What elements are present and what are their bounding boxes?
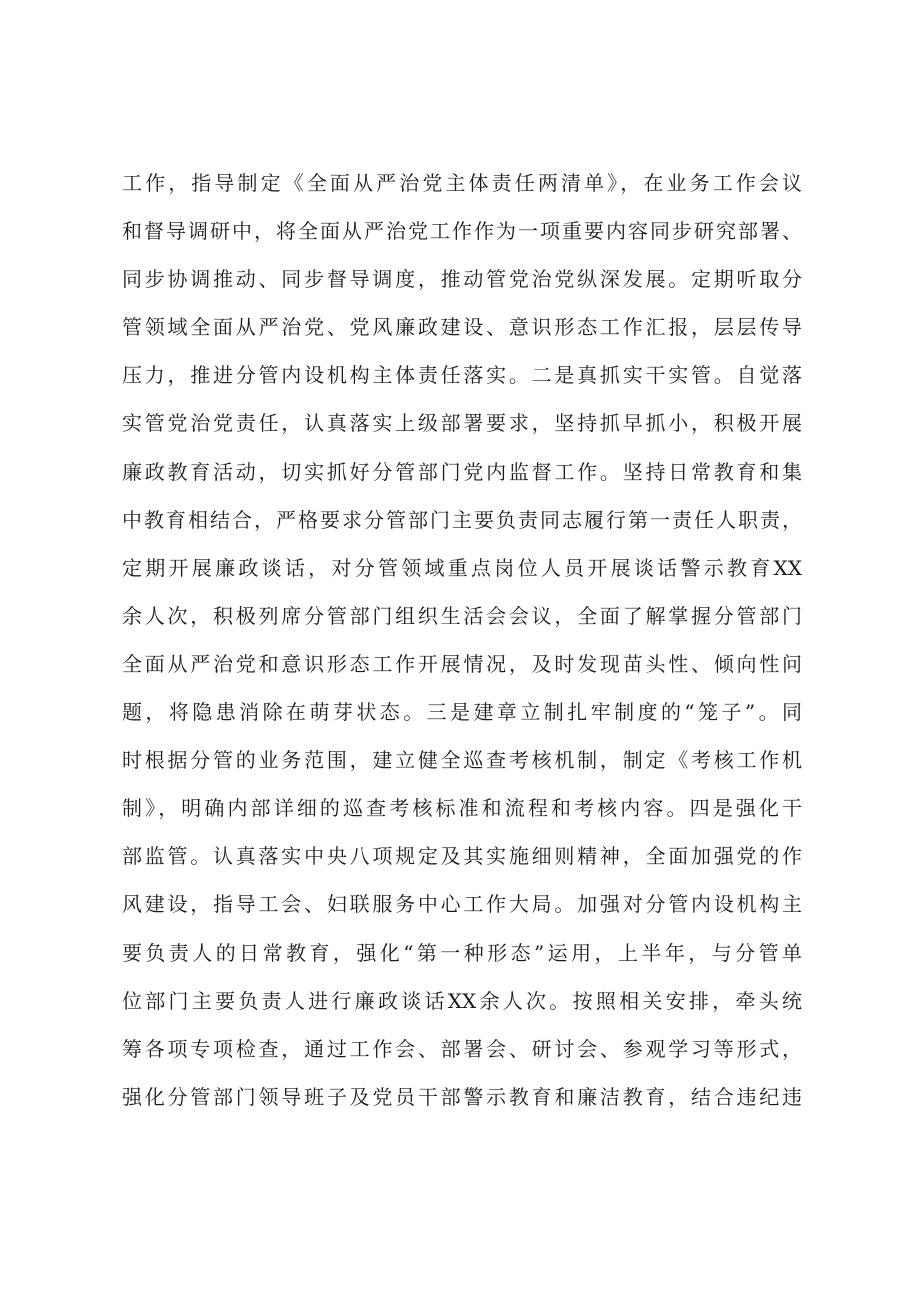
text-line: 廉政教育活动，切实抓好分管部门党内监督工作。坚持日常教育和集 <box>122 459 802 484</box>
text-line: 实管党治党责任，认真落实上级部署要求，坚持抓早抓小，积极开展 <box>122 411 802 436</box>
text-line: 风建设，指导工会、妇联服务中心工作大局。加强对分管内设机构主 <box>122 892 802 917</box>
text-line: 工作，指导制定《全面从严治党主体责任两清单》，在业务工作会议 <box>122 171 802 195</box>
text-line: 强化分管部门领导班子及党员干部警示教育和廉洁教育，结合违纪违 <box>122 1084 802 1109</box>
body-paragraph <box>122 159 802 1121</box>
text-line: 和督导调研中，将全面从严治党工作作为一项重要内容同步研究部署、 <box>122 219 802 244</box>
text-line: 中教育相结合，严格要求分管部门主要负责同志履行第一责任人职责， <box>122 507 802 532</box>
text-line: 管领域全面从严治党、党风廉政建设、意识形态工作汇报，层层传导 <box>122 315 802 340</box>
text-line: 定期开展廉政谈话，对分管领域重点岗位人员开展谈话警示教育XX <box>122 555 802 580</box>
text-line: 全面从严治党和意识形态工作开展情况，及时发现苗头性、倾向性问 <box>122 651 802 676</box>
text-line: 位部门主要负责人进行廉政谈话XX余人次。按照相关安排，牵头统 <box>122 988 802 1013</box>
text-line: 余人次，积极列席分管部门组织生活会会议，全面了解掌握分管部门 <box>122 603 802 628</box>
text-line: 时根据分管的业务范围，建立健全巡查考核机制，制定《考核工作机 <box>122 748 802 773</box>
text-line: 制》，明确内部详细的巡查考核标准和流程和考核内容。四是强化干 <box>122 796 802 821</box>
text-line: 要负责人的日常教育，强化“第一种形态”运用，上半年，与分管单 <box>122 940 802 965</box>
text-line: 题，将隐患消除在萌芽状态。三是建章立制扎牢制度的“笼子”。同 <box>122 700 802 725</box>
text-line: 部监管。认真落实中央八项规定及其实施细则精神，全面加强党的作 <box>122 844 802 869</box>
text-line: 压力，推进分管内设机构主体责任落实。二是真抓实干实管。自觉落 <box>122 363 802 388</box>
text-line: 同步协调推动、同步督导调度，推动管党治党纵深发展。定期听取分 <box>122 267 802 292</box>
text-line: 筹各项专项检查，通过工作会、部署会、研讨会、参观学习等形式， <box>122 1036 802 1061</box>
